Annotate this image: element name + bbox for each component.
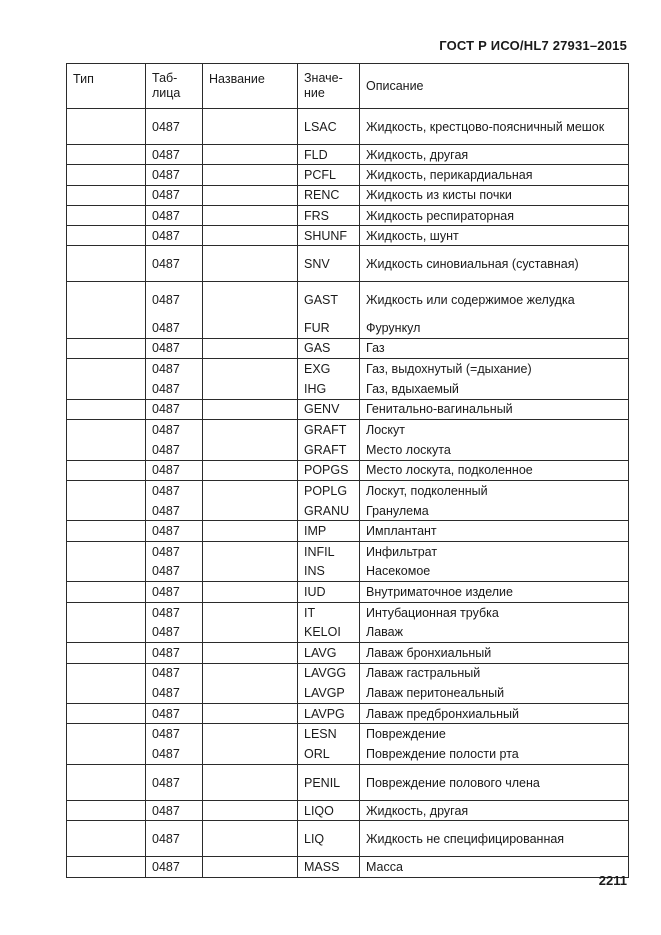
cell-name [203, 683, 298, 703]
cell-description: Генитально-вагинальный [360, 399, 629, 419]
cell-type [67, 501, 146, 521]
cell-value: LAVGP [298, 683, 360, 703]
cell-description: Интубационная трубка [360, 602, 629, 622]
cell-type [67, 226, 146, 246]
table-row [67, 399, 629, 419]
cell-type [67, 440, 146, 460]
cell-value: LSAC [298, 109, 360, 145]
cell-table: 0487 [146, 562, 203, 582]
cell-value: FUR [298, 318, 360, 338]
table-row [67, 643, 629, 663]
cell-type [67, 246, 146, 282]
cell-value: POPLG [298, 480, 360, 500]
cell-type [67, 165, 146, 185]
cell-value: PCFL [298, 165, 360, 185]
cell-description: Гранулема [360, 501, 629, 521]
cell-name [203, 419, 298, 439]
cell-table: 0487 [146, 205, 203, 225]
cell-name [203, 857, 298, 877]
cell-table: 0487 [146, 460, 203, 480]
cell-table: 0487 [146, 582, 203, 602]
cell-name [203, 109, 298, 145]
cell-name [203, 622, 298, 642]
cell-table: 0487 [146, 857, 203, 877]
cell-table: 0487 [146, 501, 203, 521]
table-row [67, 821, 629, 857]
column-header-value-line-1: Значе- [304, 71, 343, 85]
cell-table: 0487 [146, 801, 203, 821]
cell-value: RENC [298, 185, 360, 205]
cell-name [203, 318, 298, 338]
cell-description: Газ, вдыхаемый [360, 379, 629, 399]
cell-type [67, 821, 146, 857]
table-row [67, 109, 629, 145]
cell-description: Лаваж [360, 622, 629, 642]
cell-table: 0487 [146, 145, 203, 165]
cell-description: Жидкость, перикардиальная [360, 165, 629, 185]
table-row [67, 562, 629, 582]
cell-table: 0487 [146, 643, 203, 663]
column-header-table-line-2: лица [152, 86, 181, 100]
document-standard-header: ГОСТ Р ИСО/HL7 27931–2015 [439, 38, 627, 53]
cell-table: 0487 [146, 765, 203, 801]
cell-table: 0487 [146, 282, 203, 318]
cell-description: Жидкость из кисты почки [360, 185, 629, 205]
cell-name [203, 602, 298, 622]
cell-table: 0487 [146, 109, 203, 145]
cell-description: Повреждение полости рта [360, 744, 629, 764]
cell-description: Газ, выдохнутый (=дыхание) [360, 359, 629, 379]
cell-description: Масса [360, 857, 629, 877]
cell-name [203, 165, 298, 185]
cell-name [203, 541, 298, 561]
cell-value: KELOI [298, 622, 360, 642]
cell-type [67, 185, 146, 205]
table-row [67, 419, 629, 439]
table-row [67, 246, 629, 282]
cell-value: FLD [298, 145, 360, 165]
cell-name [203, 246, 298, 282]
cell-value: GRANU [298, 501, 360, 521]
cell-description: Жидкость синовиальная (суставная) [360, 246, 629, 282]
table-row [67, 501, 629, 521]
cell-type [67, 109, 146, 145]
cell-table: 0487 [146, 821, 203, 857]
cell-name [203, 399, 298, 419]
cell-type [67, 857, 146, 877]
cell-type [67, 460, 146, 480]
cell-type [67, 643, 146, 663]
cell-value: LAVGG [298, 663, 360, 683]
cell-value: INS [298, 562, 360, 582]
cell-table: 0487 [146, 440, 203, 460]
table-row [67, 683, 629, 703]
cell-table: 0487 [146, 359, 203, 379]
cell-type [67, 318, 146, 338]
table-row [67, 724, 629, 744]
cell-name [203, 521, 298, 541]
cell-value: LIQO [298, 801, 360, 821]
table-row [67, 205, 629, 225]
column-header-value-line-2: ние [304, 86, 325, 100]
column-header-type: Тип [67, 64, 146, 109]
table-row [67, 480, 629, 500]
cell-type [67, 562, 146, 582]
cell-description: Лаваж перитонеальный [360, 683, 629, 703]
cell-table: 0487 [146, 663, 203, 683]
cell-name [203, 282, 298, 318]
table-row [67, 440, 629, 460]
cell-table: 0487 [146, 165, 203, 185]
cell-name [203, 359, 298, 379]
cell-description: Лаваж гастральный [360, 663, 629, 683]
cell-name [203, 185, 298, 205]
cell-value: POPGS [298, 460, 360, 480]
cell-value: GAS [298, 338, 360, 358]
table-row [67, 744, 629, 764]
cell-description: Лаваж бронхиальный [360, 643, 629, 663]
cell-name [203, 821, 298, 857]
cell-value: IMP [298, 521, 360, 541]
table-row [67, 521, 629, 541]
cell-type [67, 582, 146, 602]
table-row [67, 379, 629, 399]
table-row [67, 765, 629, 801]
cell-value: GRAFT [298, 419, 360, 439]
cell-value: ORL [298, 744, 360, 764]
cell-table: 0487 [146, 246, 203, 282]
cell-name [203, 562, 298, 582]
cell-name [203, 440, 298, 460]
cell-description: Инфильтрат [360, 541, 629, 561]
page-number: 2211 [598, 873, 627, 888]
cell-type [67, 663, 146, 683]
cell-name [203, 744, 298, 764]
cell-name [203, 205, 298, 225]
cell-name [203, 582, 298, 602]
cell-table: 0487 [146, 318, 203, 338]
cell-name [203, 145, 298, 165]
cell-name [203, 338, 298, 358]
table-row [67, 663, 629, 683]
cell-description: Внутриматочное изделие [360, 582, 629, 602]
cell-description: Жидкость или содержимое желудка [360, 282, 629, 318]
table-row [67, 359, 629, 379]
table-row [67, 582, 629, 602]
table-row [67, 165, 629, 185]
cell-description: Жидкость, крестцово-поясничный мешок [360, 109, 629, 145]
cell-table: 0487 [146, 226, 203, 246]
cell-table: 0487 [146, 480, 203, 500]
cell-value: GRAFT [298, 440, 360, 460]
cell-name [203, 643, 298, 663]
cell-value: SHUNF [298, 226, 360, 246]
cell-type [67, 359, 146, 379]
specimen-code-table [66, 63, 629, 878]
cell-type [67, 338, 146, 358]
cell-name [203, 663, 298, 683]
cell-description: Повреждение полового члена [360, 765, 629, 801]
column-header-description: Описание [360, 64, 629, 109]
cell-value: MASS [298, 857, 360, 877]
cell-description: Повреждение [360, 724, 629, 744]
cell-value: FRS [298, 205, 360, 225]
column-header-table-line-1: Таб- [152, 71, 178, 85]
cell-table: 0487 [146, 724, 203, 744]
table-row [67, 185, 629, 205]
table-row [67, 857, 629, 877]
table-row [67, 541, 629, 561]
cell-description: Жидкость, другая [360, 145, 629, 165]
cell-table: 0487 [146, 379, 203, 399]
cell-description: Фурункул [360, 318, 629, 338]
cell-description: Жидкость не специфицированная [360, 821, 629, 857]
cell-name [203, 460, 298, 480]
cell-table: 0487 [146, 622, 203, 642]
column-header-name: Название [203, 64, 298, 109]
table-row [67, 622, 629, 642]
cell-type [67, 282, 146, 318]
table-row [67, 226, 629, 246]
cell-value: IUD [298, 582, 360, 602]
cell-description: Имплантант [360, 521, 629, 541]
cell-type [67, 521, 146, 541]
cell-value: LIQ [298, 821, 360, 857]
cell-description: Газ [360, 338, 629, 358]
cell-table: 0487 [146, 744, 203, 764]
cell-name [203, 480, 298, 500]
cell-type [67, 419, 146, 439]
cell-type [67, 744, 146, 764]
column-header-table [146, 64, 203, 109]
cell-value: INFIL [298, 541, 360, 561]
cell-name [203, 765, 298, 801]
cell-name [203, 379, 298, 399]
table-row [67, 801, 629, 821]
cell-value: LAVG [298, 643, 360, 663]
cell-value: LESN [298, 724, 360, 744]
cell-type [67, 683, 146, 703]
cell-name [203, 801, 298, 821]
cell-type [67, 379, 146, 399]
cell-name [203, 226, 298, 246]
table-header-row [67, 64, 629, 109]
cell-type [67, 622, 146, 642]
cell-description: Жидкость респираторная [360, 205, 629, 225]
cell-table: 0487 [146, 399, 203, 419]
cell-table: 0487 [146, 419, 203, 439]
cell-description: Место лоскута [360, 440, 629, 460]
table-row [67, 338, 629, 358]
cell-table: 0487 [146, 683, 203, 703]
cell-value: IT [298, 602, 360, 622]
cell-value: SNV [298, 246, 360, 282]
table-body [67, 109, 629, 878]
cell-description: Место лоскута, подколенное [360, 460, 629, 480]
cell-description: Жидкость, шунт [360, 226, 629, 246]
table-row [67, 282, 629, 318]
cell-type [67, 724, 146, 744]
cell-name [203, 724, 298, 744]
cell-description: Лоскут, подколенный [360, 480, 629, 500]
column-header-value [298, 64, 360, 109]
cell-table: 0487 [146, 185, 203, 205]
cell-type [67, 541, 146, 561]
cell-type [67, 765, 146, 801]
cell-name [203, 501, 298, 521]
cell-table: 0487 [146, 521, 203, 541]
cell-value: EXG [298, 359, 360, 379]
cell-value: GENV [298, 399, 360, 419]
cell-description: Насекомое [360, 562, 629, 582]
cell-type [67, 145, 146, 165]
cell-description: Лаваж предбронхиальный [360, 704, 629, 724]
cell-name [203, 704, 298, 724]
table-row [67, 704, 629, 724]
cell-value: LAVPG [298, 704, 360, 724]
table-row [67, 318, 629, 338]
cell-type [67, 704, 146, 724]
cell-type [67, 602, 146, 622]
table-row [67, 602, 629, 622]
cell-type [67, 205, 146, 225]
cell-value: PENIL [298, 765, 360, 801]
cell-table: 0487 [146, 338, 203, 358]
cell-value: GAST [298, 282, 360, 318]
cell-description: Жидкость, другая [360, 801, 629, 821]
cell-type [67, 399, 146, 419]
table-row [67, 145, 629, 165]
cell-table: 0487 [146, 602, 203, 622]
cell-description: Лоскут [360, 419, 629, 439]
cell-table: 0487 [146, 541, 203, 561]
table-row [67, 460, 629, 480]
cell-type [67, 801, 146, 821]
cell-value: IHG [298, 379, 360, 399]
cell-table: 0487 [146, 704, 203, 724]
cell-type [67, 480, 146, 500]
